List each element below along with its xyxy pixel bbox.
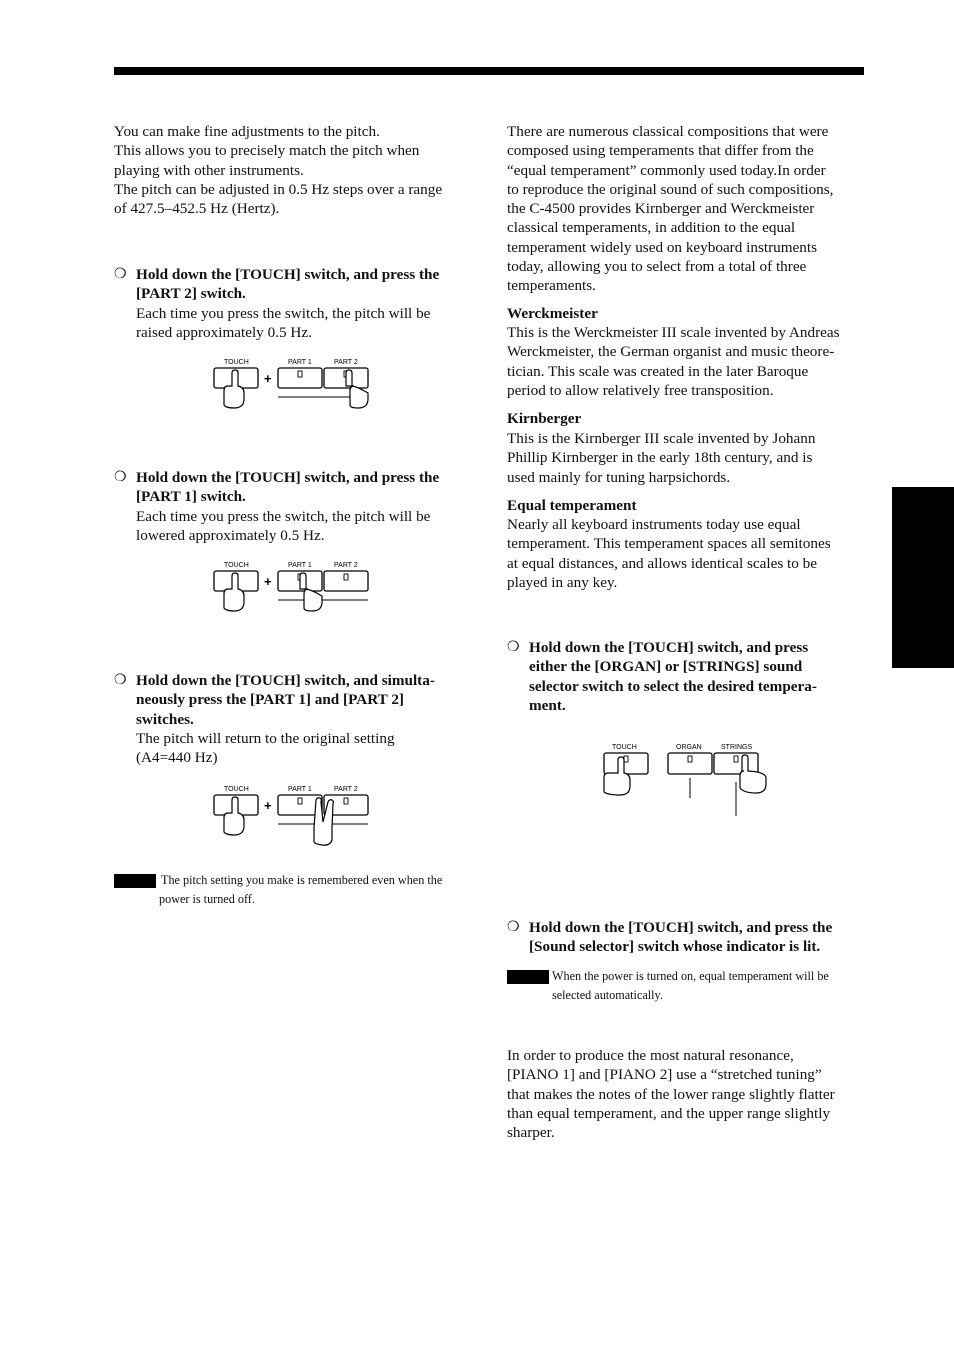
label-organ: ORGAN: [676, 744, 702, 751]
werckmeister-line: This is the Werckmeister III scale invented by Andreas: [507, 324, 840, 341]
step-instruction: [PART 1] switch.: [136, 488, 246, 506]
label-strings: STRINGS: [721, 744, 753, 751]
note-pitch-memory: [114, 871, 474, 909]
diagram-touch-part1: [210, 558, 380, 618]
kirnberger-line: This is the Kirnberger III scale invented by Johann: [507, 430, 816, 447]
intro-line: This allows you to precisely match the pitch when: [114, 142, 420, 160]
step-instruction: selector switch to select the desired tempera-: [529, 677, 817, 695]
note-line: When the power is turned on, equal temperament will be: [552, 969, 829, 983]
temperament-intro-line: “equal temperament” commonly used today.In order: [507, 161, 826, 179]
temperament-intro-line: the C-4500 provides Kirnberger and Werckmeister: [507, 200, 815, 218]
bullet-icon: ❍: [507, 920, 520, 935]
heading-equal-temperament: Equal temperament: [507, 497, 637, 514]
label-touch: TOUCH: [224, 786, 249, 793]
stretched-tuning-description: [507, 1046, 835, 1142]
plus-sign: +: [264, 371, 272, 386]
step-description: Each time you press the switch, the pitch will be: [136, 304, 431, 322]
note-label-icon: [507, 970, 549, 984]
intro-line: of 427.5–452.5 Hz (Hertz).: [114, 200, 280, 218]
step-description: lowered approximately 0.5 Hz.: [136, 526, 325, 544]
bullet-icon: ❍: [114, 673, 127, 688]
equal-line: Nearly all keyboard instruments today use equal: [507, 516, 801, 533]
label-part2: PART 2: [334, 786, 358, 793]
label-touch: TOUCH: [224, 562, 249, 569]
label-touch: TOUCH: [612, 744, 637, 751]
temperament-intro-line: to reproduce the original sound of such compositions,: [507, 180, 834, 198]
label-touch: TOUCH: [224, 359, 249, 366]
note-temperament-default: [507, 967, 867, 1005]
temperament-intro-line: temperament widely used on keyboard instruments: [507, 238, 818, 256]
plus-sign: +: [264, 798, 272, 813]
temperament-intro-line: today, allowing you to select from a total of three: [507, 258, 807, 276]
stretched-line: that makes the notes of the lower range slightly flatter: [507, 1085, 835, 1103]
label-part2: PART 2: [334, 359, 358, 366]
label-part1: PART 1: [288, 786, 312, 793]
heading-werckmeister: Werckmeister: [507, 305, 598, 322]
intro-line: The pitch can be adjusted in 0.5 Hz steps over a range: [114, 180, 443, 198]
werckmeister-line: Werckmeister, the German organist and music theore-: [507, 343, 835, 361]
step-instruction: Hold down the [TOUCH] switch, and press the: [136, 469, 440, 486]
heading-kirnberger: Kirnberger: [507, 410, 582, 427]
temperament-intro: [507, 122, 833, 296]
temperament-intro-line: temperaments.: [507, 277, 596, 295]
kirnberger-line: used mainly for tuning harpsichords.: [507, 468, 731, 486]
intro-line: You can make fine adjustments to the pitch.: [114, 123, 380, 140]
kirnberger-description: [507, 429, 815, 487]
equal-line: played in any key.: [507, 573, 618, 591]
equal-line: at equal distances, and allows identical scales to be: [507, 554, 817, 572]
intro-line: playing with other instruments.: [114, 161, 304, 179]
label-part1: PART 1: [288, 562, 312, 569]
temperament-intro-line: There are numerous classical compositions that were: [507, 123, 829, 140]
stretched-line: sharper.: [507, 1124, 555, 1142]
werckmeister-line: period to allow relatively free transposition.: [507, 381, 774, 399]
bullet-icon: ❍: [507, 640, 520, 655]
step-instruction: [Sound selector] switch whose indicator is lit.: [529, 938, 821, 956]
diagram-touch-part1-part2: [210, 782, 380, 848]
stretched-line: [PIANO 1] and [PIANO 2] use a “stretched tuning”: [507, 1066, 822, 1084]
step-description: The pitch will return to the original setting: [136, 729, 395, 747]
step-instruction: Hold down the [TOUCH] switch, and press the: [529, 919, 833, 936]
stretched-line: In order to produce the most natural resonance,: [507, 1047, 794, 1064]
equal-line: temperament. This temperament spaces all semitones: [507, 535, 831, 553]
diagram-touch-organ-strings: [600, 740, 780, 820]
step-description: raised approximately 0.5 Hz.: [136, 323, 312, 341]
note-line: The pitch setting you make is remembered even when the: [161, 873, 443, 887]
note-line: power is turned off.: [159, 892, 255, 906]
werckmeister-line: tician. This scale was created in the later Baroque: [507, 362, 809, 380]
step-instruction: Hold down the [TOUCH] switch, and press the: [136, 266, 440, 283]
step-instruction: Hold down the [TOUCH] switch, and press: [529, 639, 809, 656]
kirnberger-line: Phillip Kirnberger in the early 18th century, and is: [507, 449, 813, 467]
plus-sign: +: [264, 574, 272, 589]
top-rule: [114, 67, 864, 75]
step-instruction: Hold down the [TOUCH] switch, and simulta-: [136, 672, 435, 689]
step-instruction: either the [ORGAN] or [STRINGS] sound: [529, 658, 803, 676]
stretched-line: than equal temperament, and the upper range slightly: [507, 1104, 831, 1122]
step-description: (A4=440 Hz): [136, 749, 218, 767]
label-part2: PART 2: [334, 562, 358, 569]
temperament-intro-line: composed using temperaments that differ from the: [507, 142, 814, 160]
temperament-intro-line: classical temperaments, in addition to the equal: [507, 219, 796, 237]
pitch-intro: [114, 122, 442, 218]
werckmeister-description: [507, 323, 840, 400]
section-tab: [892, 487, 954, 668]
bullet-icon: ❍: [114, 470, 127, 485]
note-line: selected automatically.: [552, 988, 663, 1002]
step-instruction: [PART 2] switch.: [136, 285, 246, 303]
label-part1: PART 1: [288, 359, 312, 366]
step-instruction: ment.: [529, 696, 566, 714]
bullet-icon: ❍: [114, 267, 127, 282]
step-instruction: neously press the [PART 1] and [PART 2]: [136, 691, 404, 709]
step-description: Each time you press the switch, the pitch will be: [136, 507, 431, 525]
diagram-touch-part2: [210, 355, 380, 415]
note-label-icon: [114, 874, 156, 888]
step-instruction: switches.: [136, 710, 194, 728]
equal-temperament-description: [507, 515, 831, 592]
